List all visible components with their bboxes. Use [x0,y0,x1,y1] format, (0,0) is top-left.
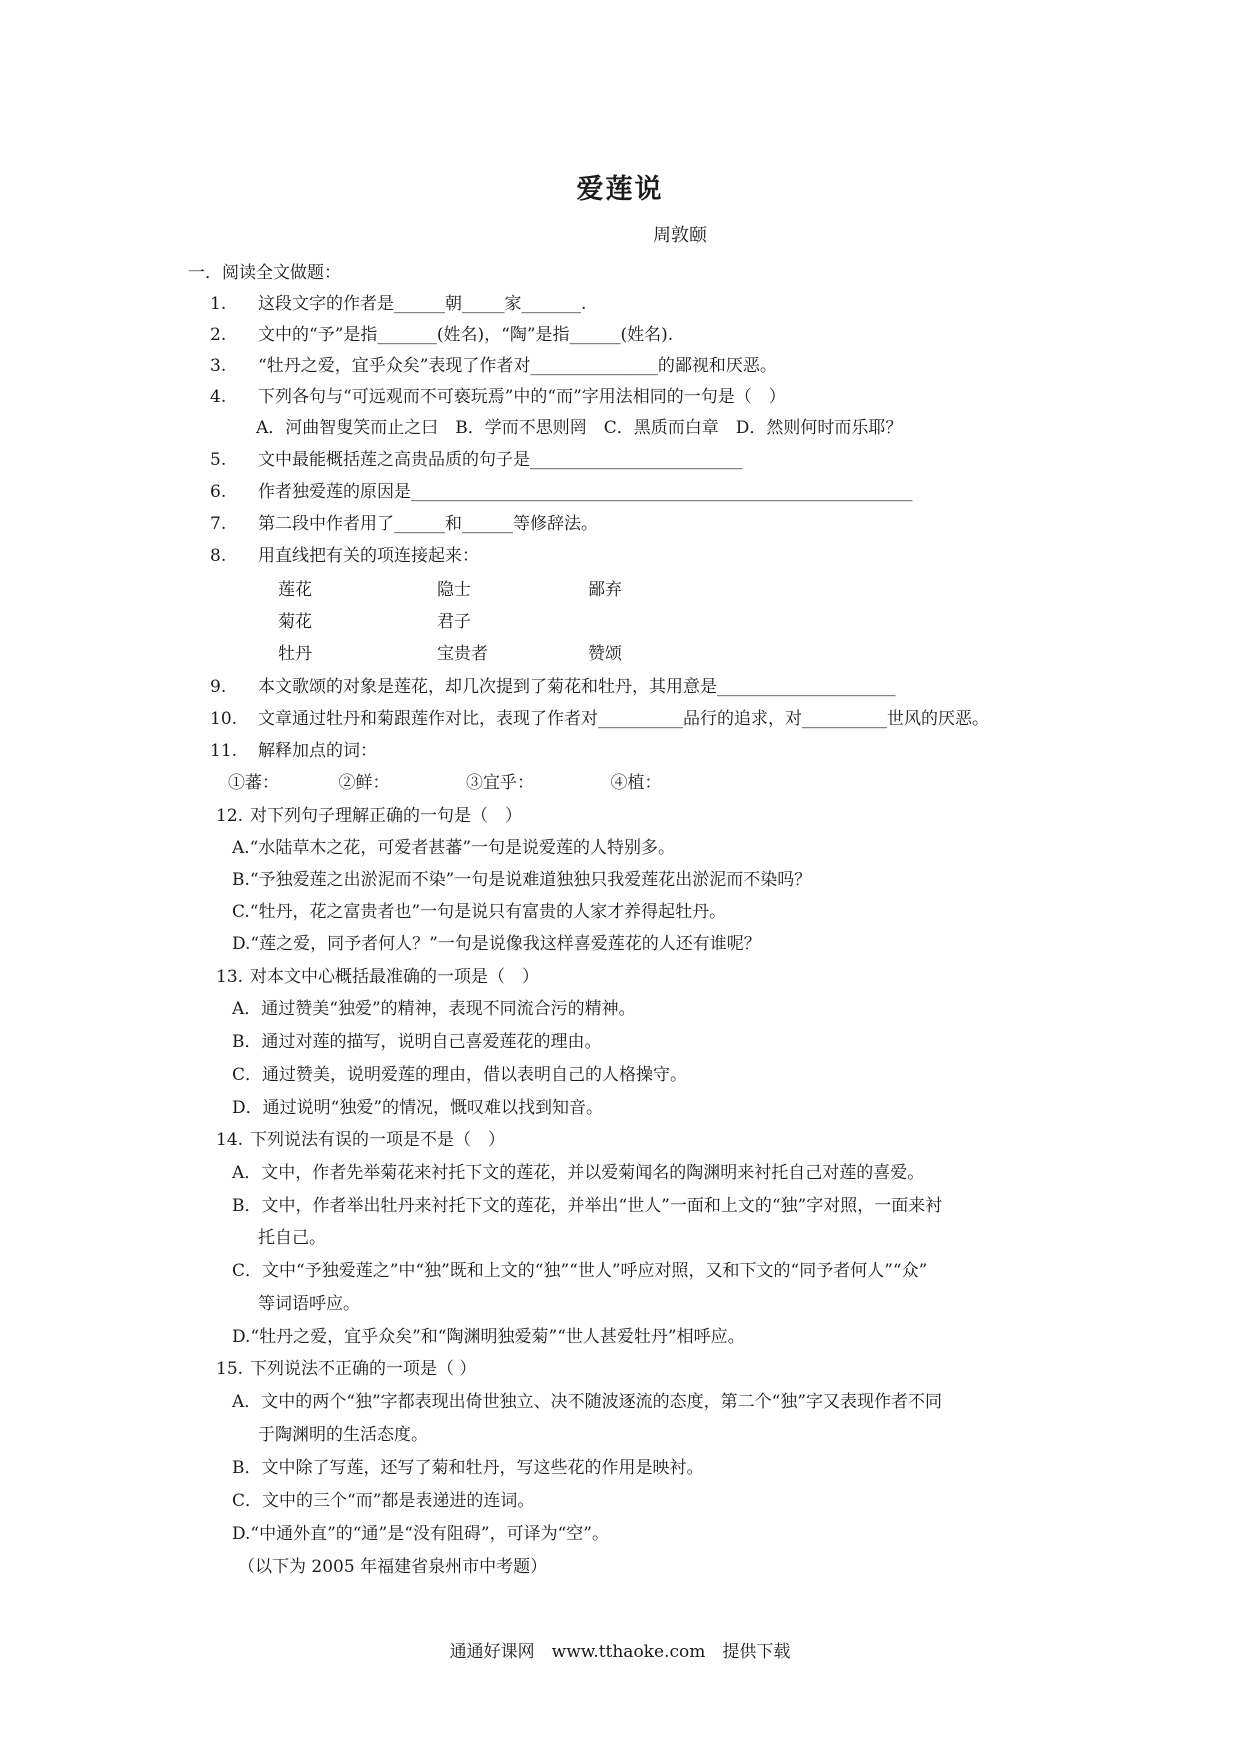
question-15 [216,1358,476,1380]
question-13 [216,966,539,988]
question-number: 9. [210,677,227,697]
question-11 [210,740,377,762]
question-15-option-b: B．文中除了写莲，还写了菊和牡丹，写这些花的作用是映衬。 [232,1458,704,1478]
question-text: 下列各句与“可远观而不可亵玩焉”中的“而”字用法相同的一句是（ ） [258,387,786,407]
question-12 [216,805,522,827]
question-14-option-a: A．文中，作者先举菊花来衬托下文的莲花，并以爱菊闻名的陶渊明来衬托自己对莲的喜爱。 [232,1163,925,1183]
question-9 [210,676,896,698]
question-11-items: ①蕃： ②鲜： ③宜乎： ④植： [228,773,662,793]
question-12-option-a: A.“水陆草木之花，可爱者甚蕃”一句是说爱莲的人特别多。 [232,838,676,858]
match-item-rich: 宝贵者 [437,644,488,664]
question-12-option-c: C.“牡丹，花之富贵者也”一句是说只有富贵的人家才养得起牡丹。 [232,902,727,922]
match-item-lotus: 莲花 [278,580,312,600]
question-8 [210,545,479,567]
question-number: 12. [216,806,244,826]
question-text: 下列说法有误的一项是不是（ ） [250,1130,505,1150]
match-item-peony: 牡丹 [278,644,312,664]
question-15-option-d: D.“中通外直”的“通”是“没有阻碍”，可译为“空”。 [232,1524,609,1544]
question-15-option-a: A．文中的两个“独”字都表现出倚世独立、决不随波逐流的态度，第二个“独”字又表现作者不同 [232,1392,943,1412]
match-item-disdain: 鄙弃 [588,580,622,600]
question-14-option-b-cont: 托自己。 [258,1228,326,1248]
question-4-options: A．河曲智叟笑而止之曰 B．学而不思则罔 C．黑质而白章 D．然则何时而乐耶？ [256,418,903,438]
question-number: 1. [210,294,227,314]
question-text: 文中的“予”是指_______(姓名)，“陶”是指______(姓名). [258,325,674,345]
page-footer: 通通好课网 www.tthaoke.com 提供下载 [449,1642,791,1662]
question-text: 对下列句子理解正确的一句是（ ） [250,806,522,826]
document-author: 周敦颐 [653,225,707,246]
question-14-option-b: B．文中，作者举出牡丹来衬托下文的莲花，并举出“世人”一面和上文的“独”字对照，一面来衬 [232,1196,943,1216]
question-number: 8. [210,546,227,566]
match-item-chrysanthemum: 菊花 [278,612,312,632]
match-item-praise: 赞颂 [588,644,622,664]
question-number: 6. [210,482,227,502]
section-heading: 一．阅读全文做题： [188,263,341,283]
question-4 [210,386,786,408]
question-14 [216,1129,505,1151]
question-number: 11. [210,741,238,761]
question-text: 解释加点的词： [258,741,377,761]
question-14-option-c-cont: 等词语呼应。 [258,1294,360,1314]
question-text: 用直线把有关的项连接起来： [258,546,479,566]
question-10 [210,708,989,730]
question-number: 13. [216,967,244,987]
question-2 [210,324,673,346]
question-3 [210,355,777,377]
source-note: （以下为 2005 年福建省泉州市中考题） [238,1557,548,1577]
question-text: 这段文字的作者是______朝_____家_______. [258,294,587,314]
document-title: 爱莲说 [576,174,664,205]
match-item-gentleman: 君子 [437,612,471,632]
question-7 [210,513,598,535]
question-text: 对本文中心概括最准确的一项是（ ） [250,967,539,987]
question-text: 第二段中作者用了______和______等修辞法。 [258,514,598,534]
question-number: 7. [210,514,227,534]
question-13-option-c: C．通过赞美，说明爱莲的理由，借以表明自己的人格操守。 [232,1065,688,1085]
question-13-option-a: A．通过赞美“独爱”的精神，表现不同流合污的精神。 [232,999,636,1019]
question-text: 本文歌颂的对象是莲花，却几次提到了菊花和牡丹，其用意是_____________________ [258,677,896,697]
match-item-recluse: 隐士 [437,580,471,600]
question-number: 2. [210,325,227,345]
question-15-option-c: C．文中的三个“而”都是表递进的连词。 [232,1491,535,1511]
question-12-option-b: B.“予独爱莲之出淤泥而不染”一句是说难道独独只我爱莲花出淤泥而不染吗？ [232,870,812,890]
question-13-option-d: D．通过说明“独爱”的情况，慨叹难以找到知音。 [232,1098,604,1118]
question-text: 文章通过牡丹和菊跟莲作对比，表现了作者对__________品行的追求，对__________世风的厌恶。 [258,709,989,729]
question-number: 5. [210,450,227,470]
question-6 [210,481,913,503]
question-number: 10. [210,709,238,729]
question-text: 文中最能概括莲之高贵品质的句子是_________________________ [258,450,743,470]
question-number: 4. [210,387,227,407]
question-14-option-d: D.“牡丹之爱，宜乎众矣”和“陶渊明独爱菊”“世人甚爱牡丹”相呼应。 [232,1327,745,1347]
question-number: 3. [210,356,227,376]
question-12-option-d: D.“莲之爱，同予者何人？”一句是说像我这样喜爱莲花的人还有谁呢？ [232,934,761,954]
question-text: 下列说法不正确的一项是（ ） [250,1359,477,1379]
question-13-option-b: B．通过对莲的描写，说明自己喜爱莲花的理由。 [232,1032,602,1052]
question-15-option-a-cont: 于陶渊明的生活态度。 [258,1425,428,1445]
question-14-option-c: C．文中“予独爱莲之”中“独”既和上文的“独”“世人”呼应对照，又和下文的“同予者何人”“众” [232,1261,928,1281]
question-text: “牡丹之爱，宜乎众矣”表现了作者对_______________的鄙视和厌恶。 [258,356,777,376]
question-text: 作者独爱莲的原因是___________________________________________________________ [258,482,913,502]
question-number: 14. [216,1130,244,1150]
question-1 [210,293,586,315]
question-number: 15. [216,1359,244,1379]
question-5 [210,449,743,471]
